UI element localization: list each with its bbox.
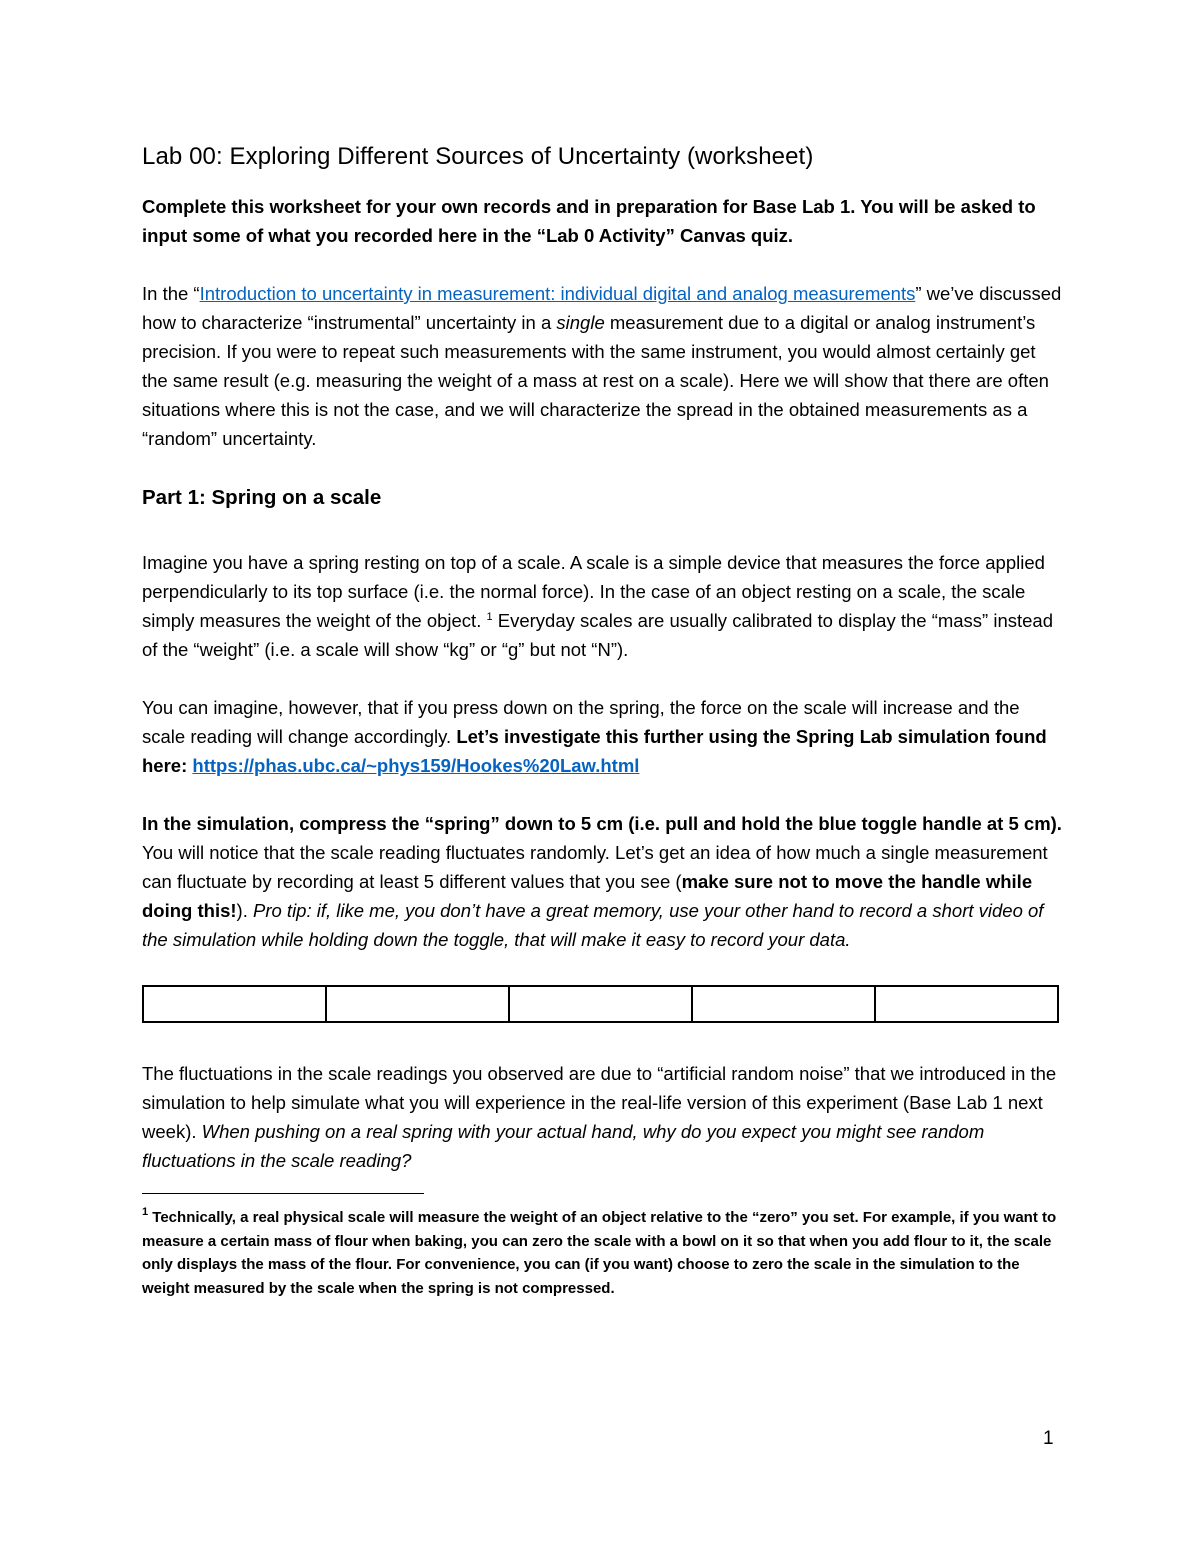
para1-mid: ” we’ve discussed how to characterize “instrumental” uncertainty in a: [142, 283, 1062, 333]
simulation-text-2: ).: [236, 900, 253, 921]
fluctuations-text: The fluctuations in the scale readings you observed are due to “artificial random noise” that we introduced in the simulation to help simulate what you will experience in the real-life version of this experiment (Base Lab 1 next week).: [142, 1063, 1057, 1142]
scale-text: Imagine you have a spring resting on top of a scale. A scale is a simple device that measures the force applied perpendicularly to its top surface (i.e. the normal force). In the case of an object resting on a scale, the scale simply measures the weight of the object.: [142, 552, 1045, 631]
footnote-text: Technically, a real physical scale will measure the weight of an object relative to the “zero” you set. For example, if you want to measure a certain mass of flour when baking, you can zero the scale with a bowl on it so that when you add flour to it, the scale only displays the mass of the flour. For convenience, you can (if you want) choose to zero the scale in the simulation to the weight measured by the scale when the spring is not compressed.: [142, 1209, 1057, 1297]
intro-paragraph: Complete this worksheet for your own records and in preparation for Base Lab 1. You will be asked to input some of what you recorded here in the “Lab 0 Activity” Canvas quiz.: [142, 196, 1036, 246]
pro-tip: Pro tip: if, like me, you don’t have a great memory, use your other hand to record a short video of the simulation while holding down the toggle, that will make it easy to record your data.: [142, 900, 1044, 950]
reading-cell-3[interactable]: [509, 986, 692, 1022]
spring-lab-link[interactable]: https://phas.ubc.ca/~phys159/Hookes%20Law.html: [192, 755, 640, 776]
readings-table: [142, 985, 1059, 1023]
para1-end: measurement due to a digital or analog instrument’s precision. If you were to repeat such measurements with the same instrument, you would almost certainly get the same result (e.g. measuring the weight of a mass at rest on a scale). Here we will show that there are often situations where this is not the case, and we will characterize the spread in the obtained measurements as a “random” uncertainty.: [142, 312, 1049, 449]
reading-cell-1[interactable]: [143, 986, 326, 1022]
simulation-text: You will notice that the scale reading fluctuates randomly. Let’s get an idea of how much a single measurement can fluctuate by recording at least 5 different values that you see (: [142, 842, 1048, 892]
single-emphasis: single: [556, 312, 605, 333]
footnote-ref[interactable]: 1: [486, 611, 493, 623]
investigate-paragraph: [142, 693, 1062, 780]
investigate-bold: Let’s investigate this further using the Spring Lab simulation found here:: [142, 726, 1047, 776]
para1-start: In the “: [142, 283, 200, 304]
part1-heading: Part 1: Spring on a scale: [142, 486, 382, 509]
simulation-paragraph: [142, 809, 1062, 954]
scale-paragraph: [142, 548, 1062, 664]
page-number: 1: [1043, 1428, 1054, 1449]
reading-cell-2[interactable]: [326, 986, 509, 1022]
simulation-instruction: In the simulation, compress the “spring” down to 5 cm (i.e. pull and hold the blue toggle handle at 5 cm).: [142, 813, 1062, 834]
worksheet-page: [142, 140, 1062, 1315]
page-title: Lab 00: Exploring Different Sources of Uncertainty (worksheet): [142, 143, 814, 170]
table-row: [143, 986, 1058, 1022]
investigate-text: You can imagine, however, that if you press down on the spring, the force on the scale will increase and the scale reading will change accordingly.: [142, 697, 1020, 747]
uncertainty-paragraph: [142, 279, 1062, 453]
scale-text-2: Everyday scales are usually calibrated to display the “mass” instead of the “weight” (i.e. a scale will show “kg” or “g” but not “N”).: [142, 610, 1054, 660]
footnote-marker: 1: [142, 1206, 149, 1218]
fluctuations-paragraph: [142, 1059, 1062, 1175]
footnote: [142, 1206, 1062, 1300]
intro-uncertainty-link[interactable]: Introduction to uncertainty in measurement: individual digital and analog measurements: [199, 283, 916, 304]
fluctuations-question: When pushing on a real spring with your actual hand, why do you expect you might see random fluctuations in the scale reading?: [142, 1121, 985, 1171]
reading-cell-5[interactable]: [875, 986, 1058, 1022]
handle-warning: make sure not to move the handle while doing this!: [142, 871, 1033, 921]
footnote-divider: [142, 1193, 424, 1194]
reading-cell-4[interactable]: [692, 986, 875, 1022]
